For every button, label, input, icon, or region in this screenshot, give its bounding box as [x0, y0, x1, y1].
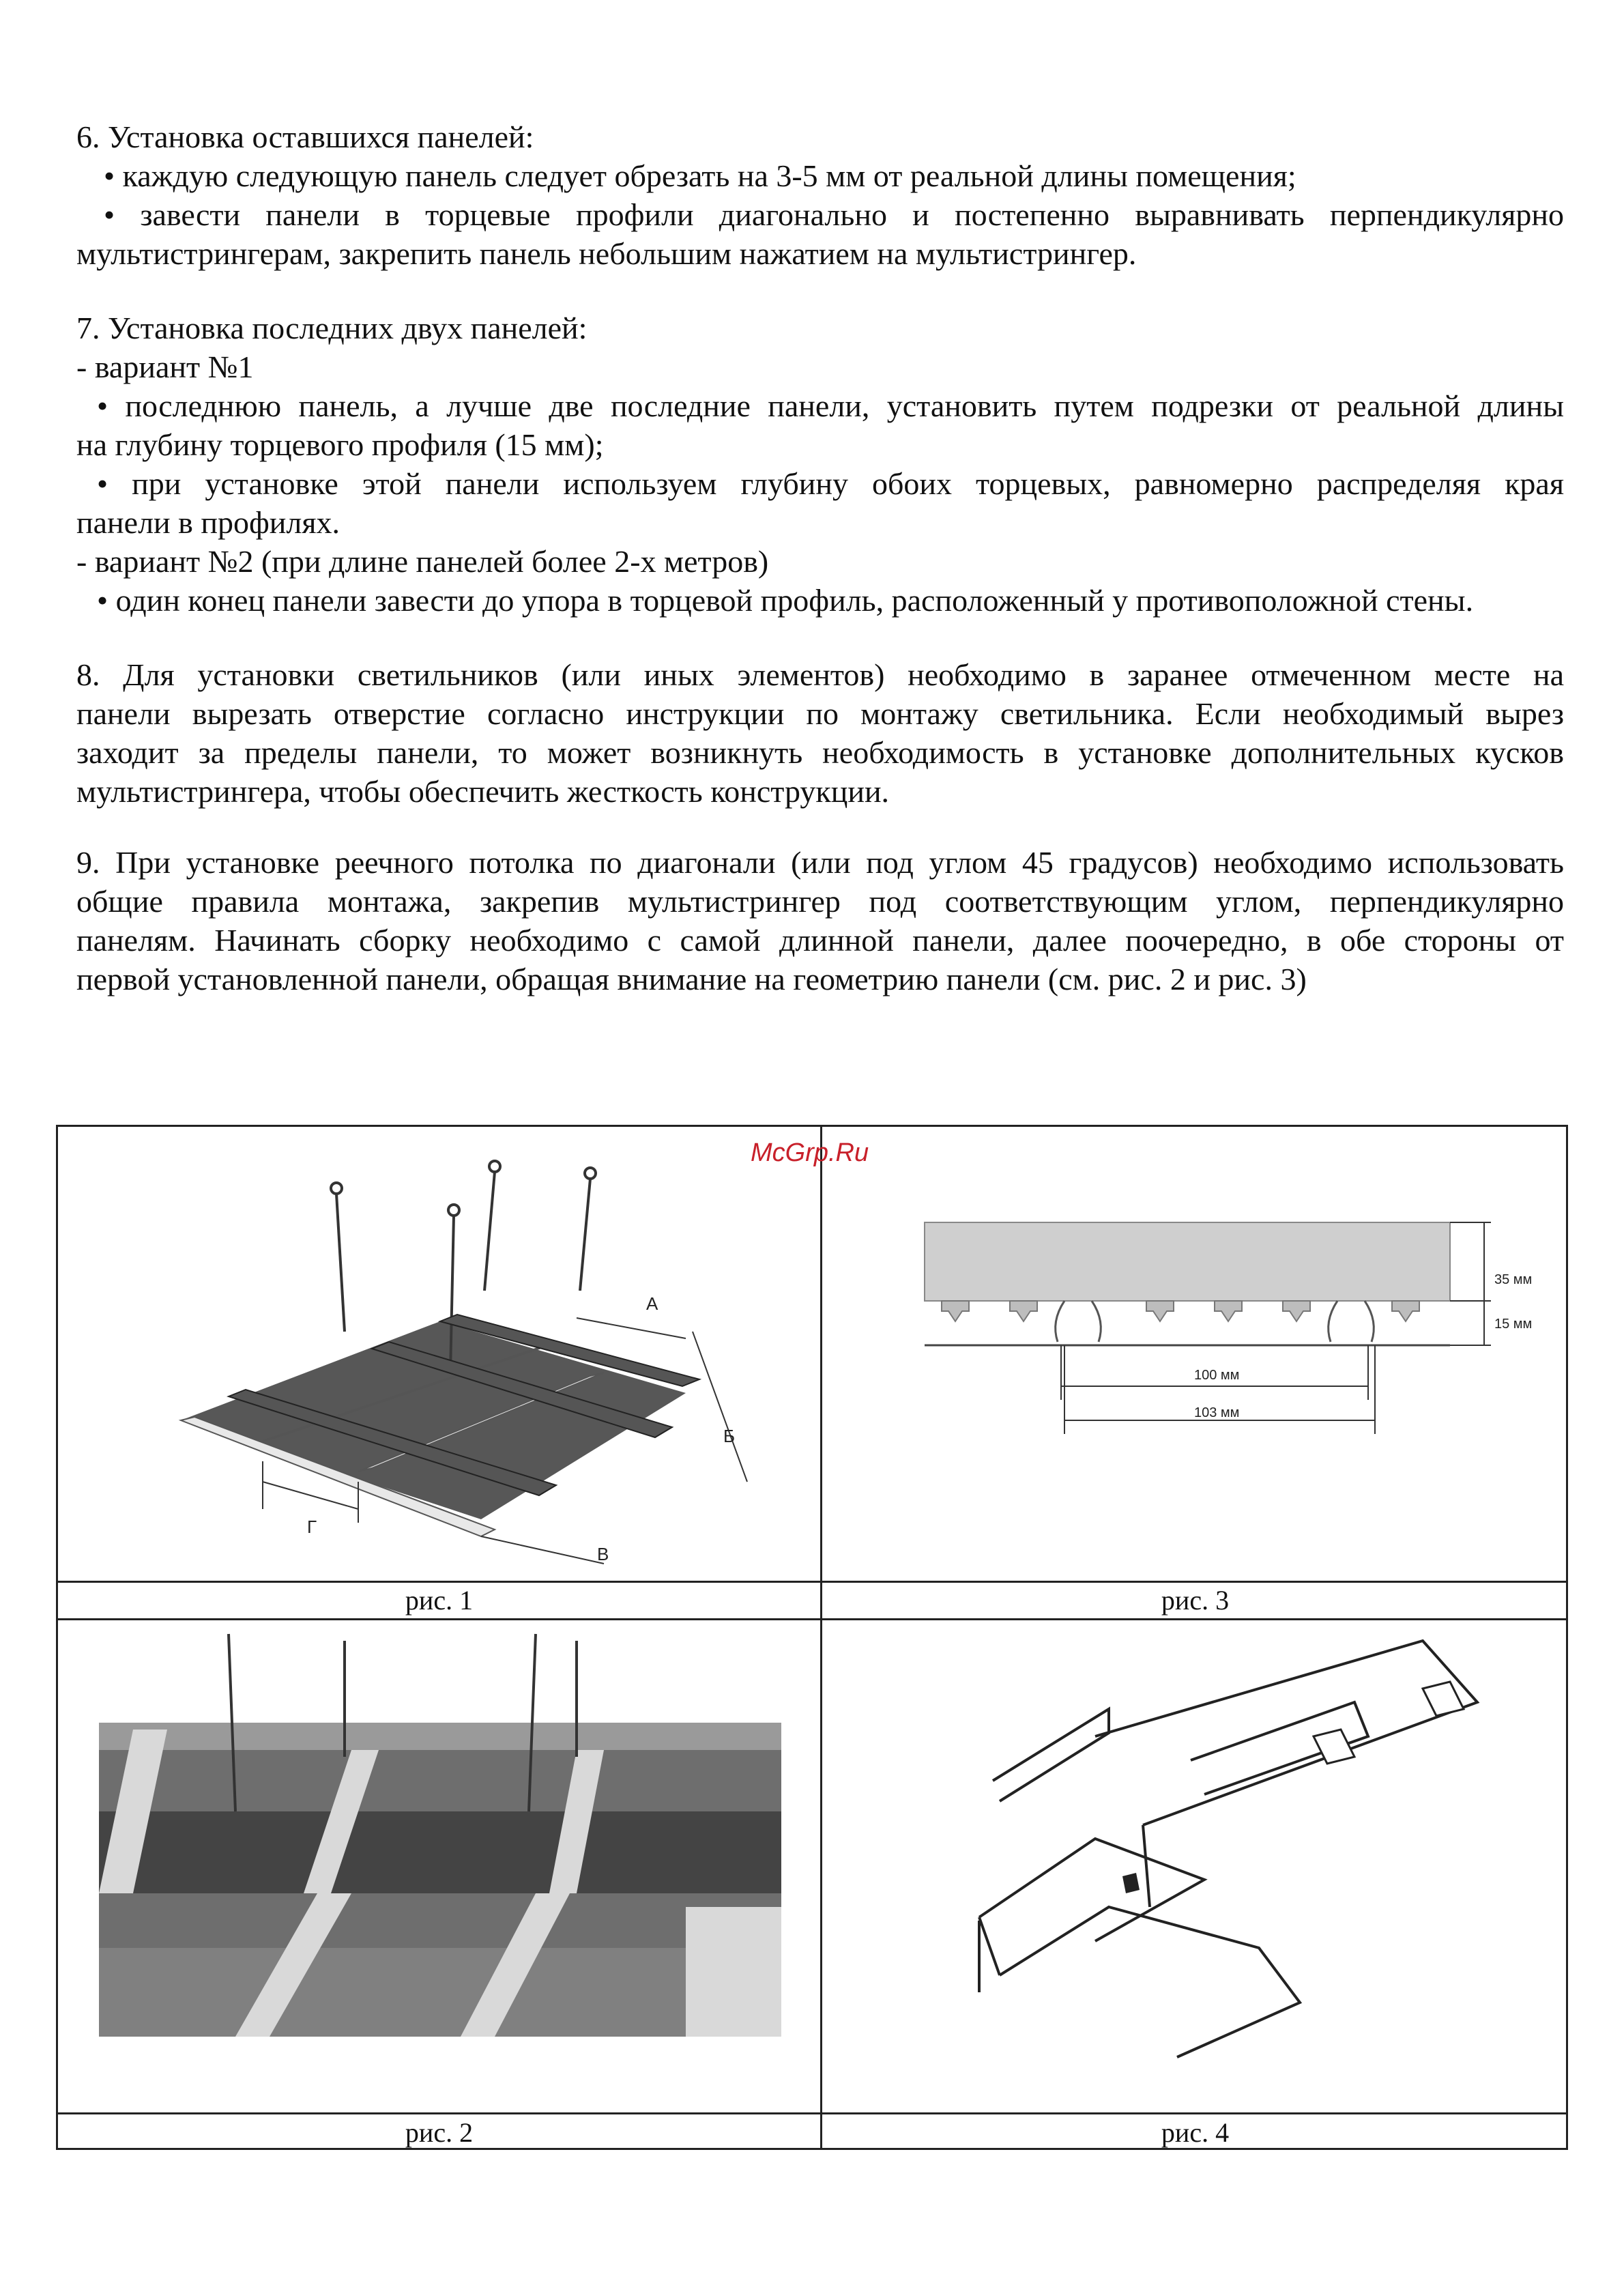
figure-4-caption: рис. 4: [1161, 2117, 1230, 2148]
section-9: [76, 843, 1564, 999]
section-9-line-2: общие правила монтажа, закрепив мультистрингер под соответствующим углом, перпендикулярно: [76, 884, 1564, 919]
section-9-line-3: панелям. Начинать сборку необходимо с самой длинной панели, далее поочередно, в обе стороны от: [76, 923, 1564, 958]
section-7-variant-2: - вариант №2 (при длине панелей более 2-х метров): [76, 544, 769, 579]
section-6: [76, 117, 1564, 273]
figure-3-drawing: [822, 1127, 1568, 1581]
table-caption-line-top-1: [58, 1581, 1566, 1583]
figure-1: [58, 1127, 820, 1581]
figure-1-label-a: А: [646, 1293, 658, 1314]
figure-1-drawing: [58, 1127, 820, 1581]
section-8-line-4: мультистрингера, чтобы обеспечить жесткость конструкции.: [76, 774, 890, 809]
section-7-variant-1: - вариант №1: [76, 349, 254, 384]
section-7-bullet-3: • один конец панели завести до упора в торцевой профиль, расположенный у противоположной стены.: [97, 583, 1474, 618]
figure-4-drawing: [822, 1620, 1568, 2112]
section-6-bullet-1: • каждую следующую панель следует обрезать на 3-5 мм от реальной длины помещения;: [104, 158, 1296, 193]
section-7-bullet-1-line-2: на глубину торцевого профиля (15 мм);: [76, 427, 604, 462]
figure-3-caption: рис. 3: [1161, 1585, 1230, 1616]
figure-1-caption: рис. 1: [405, 1585, 474, 1616]
section-8: [76, 655, 1564, 811]
section-7-bullet-2-line-1: • при установке этой панели используем глубину обоих торцевых, равномерно распределяя края: [97, 466, 1564, 501]
figure-3-dim-15: 15 мм: [1494, 1317, 1533, 1332]
section-9-line-4: первой установленной панели, обращая внимание на геометрию панели (см. рис. 2 и рис. 3): [76, 962, 1307, 996]
figure-1-label-b: Б: [723, 1426, 736, 1446]
section-8-line-2: панели вырезать отверстие согласно инструкции по монтажу светильника. Если необходимый вырез: [76, 696, 1564, 731]
figure-3: [822, 1127, 1568, 1581]
section-7-bullet-2-line-2: панели в профилях.: [76, 505, 340, 540]
section-7: [76, 308, 1564, 620]
figure-3-dim-35: 35 мм: [1494, 1272, 1533, 1287]
section-6-bullet-2-line-1: • завести панели в торцевые профили диагонально и постепенно выравнивать перпендикулярно: [104, 197, 1564, 232]
section-6-heading: 6. Установка оставшихся панелей:: [76, 119, 534, 154]
figure-1-label-g: Г: [307, 1517, 317, 1537]
figure-2: [58, 1620, 820, 2112]
section-8-line-1: 8. Для установки светильников (или иных элементов) необходимо в заранее отмеченном месте на: [76, 657, 1564, 692]
figure-1-label-v: В: [597, 1544, 609, 1564]
figures-table: [56, 1125, 1568, 2150]
figure-3-dim-100: 100 мм: [1194, 1368, 1240, 1383]
table-caption-line-bottom: [58, 2112, 1566, 2114]
figure-2-caption: рис. 2: [405, 2117, 474, 2148]
figure-2-photo: [58, 1620, 820, 2112]
section-7-bullet-1-line-1: • последнюю панель, а лучше две последние панели, установить путем подрезки от реальной длины: [97, 388, 1564, 423]
watermark-text: McGrp.Ru: [751, 1138, 869, 1167]
section-6-bullet-2-line-2: мультистрингерам, закрепить панель небольшим нажатием на мультистрингер.: [76, 236, 1137, 271]
figure-3-dim-103: 103 мм: [1194, 1405, 1240, 1420]
section-7-heading: 7. Установка последних двух панелей:: [76, 311, 588, 345]
section-9-line-1: 9. При установке реечного потолка по диагонали (или под углом 45 градусов) необходимо использовать: [76, 845, 1564, 880]
figure-4: [822, 1620, 1568, 2112]
section-8-line-3: заходит за пределы панели, то может возникнуть необходимость в установке дополнительных кусков: [76, 735, 1564, 770]
